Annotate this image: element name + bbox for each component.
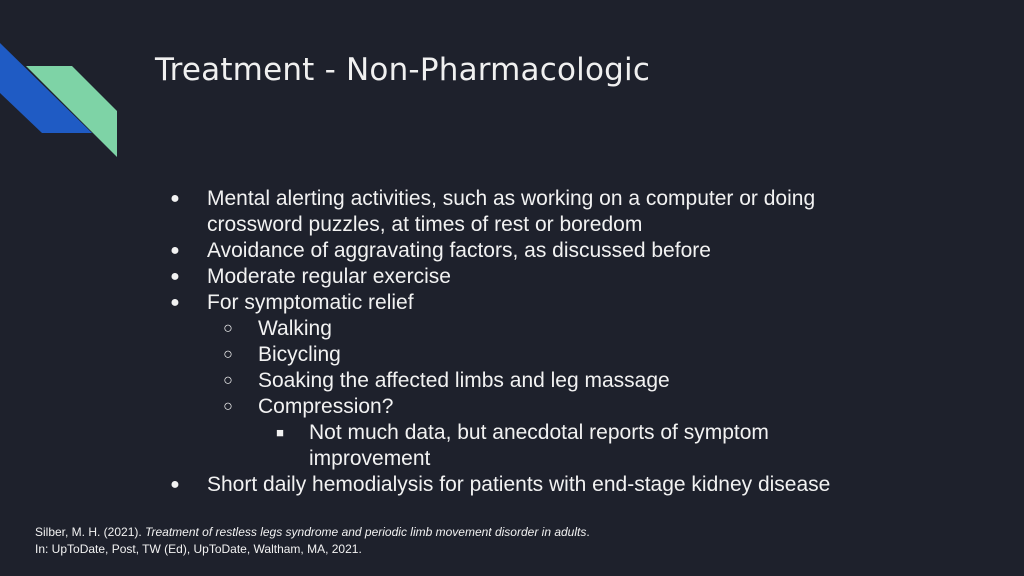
citation-line-1 (35, 524, 590, 541)
sub-bullet-text: Soaking the affected limbs and leg massage (258, 369, 670, 392)
citation-article-title: Treatment of restless legs syndrome and periodic limb movement disorder in adults (145, 525, 587, 539)
corner-ribbon-decoration (0, 0, 130, 170)
bullet-marker: ● (170, 190, 180, 207)
bullet-text: Short daily hemodialysis for patients with end-stage kidney disease (207, 473, 831, 496)
citation (35, 524, 590, 558)
bullet-marker: ● (170, 476, 180, 493)
sub-bullet-item (0, 342, 1024, 368)
sub-sub-bullet-text: Not much data, but anecdotal reports of symptom improvement (309, 421, 769, 470)
sub-sub-bullet-item (0, 420, 1024, 472)
sub-bullet-marker: ○ (223, 372, 233, 389)
bullet-item (0, 264, 1024, 290)
sub-sub-bullet-marker: ■ (276, 425, 284, 440)
bullet-text: Moderate regular exercise (207, 265, 451, 288)
citation-line-2: In: UpToDate, Post, TW (Ed), UpToDate, Waltham, MA, 2021. (35, 542, 362, 556)
sub-bullet-marker: ○ (223, 320, 233, 337)
bullet-marker: ● (170, 294, 180, 311)
bullet-item (0, 186, 1024, 238)
sub-bullet-text: Bicycling (258, 343, 341, 366)
citation-authors: Silber, M. H. (2021). (35, 525, 146, 539)
citation-period: . (586, 525, 590, 539)
sub-bullet-text: Compression? (258, 395, 394, 418)
bullet-item (0, 290, 1024, 316)
sub-bullet-marker: ○ (223, 346, 233, 363)
bullet-marker: ● (170, 242, 180, 259)
bullet-item (0, 472, 1024, 498)
bullet-list (0, 186, 1024, 498)
bullet-text: For symptomatic relief (207, 291, 414, 314)
sub-bullet-marker: ○ (223, 398, 233, 415)
sub-bullet-item (0, 394, 1024, 420)
slide-title: Treatment - Non-Pharmacologic (155, 52, 651, 88)
sub-bullet-item (0, 368, 1024, 394)
bullet-marker: ● (170, 268, 180, 285)
bullet-item (0, 238, 1024, 264)
bullet-text: Avoidance of aggravating factors, as discussed before (207, 239, 711, 262)
bullet-text: Mental alerting activities, such as working on a computer or doing crossword puzzles, at times of rest or boredom (207, 187, 816, 236)
sub-bullet-text: Walking (258, 317, 332, 340)
sub-bullet-item (0, 316, 1024, 342)
